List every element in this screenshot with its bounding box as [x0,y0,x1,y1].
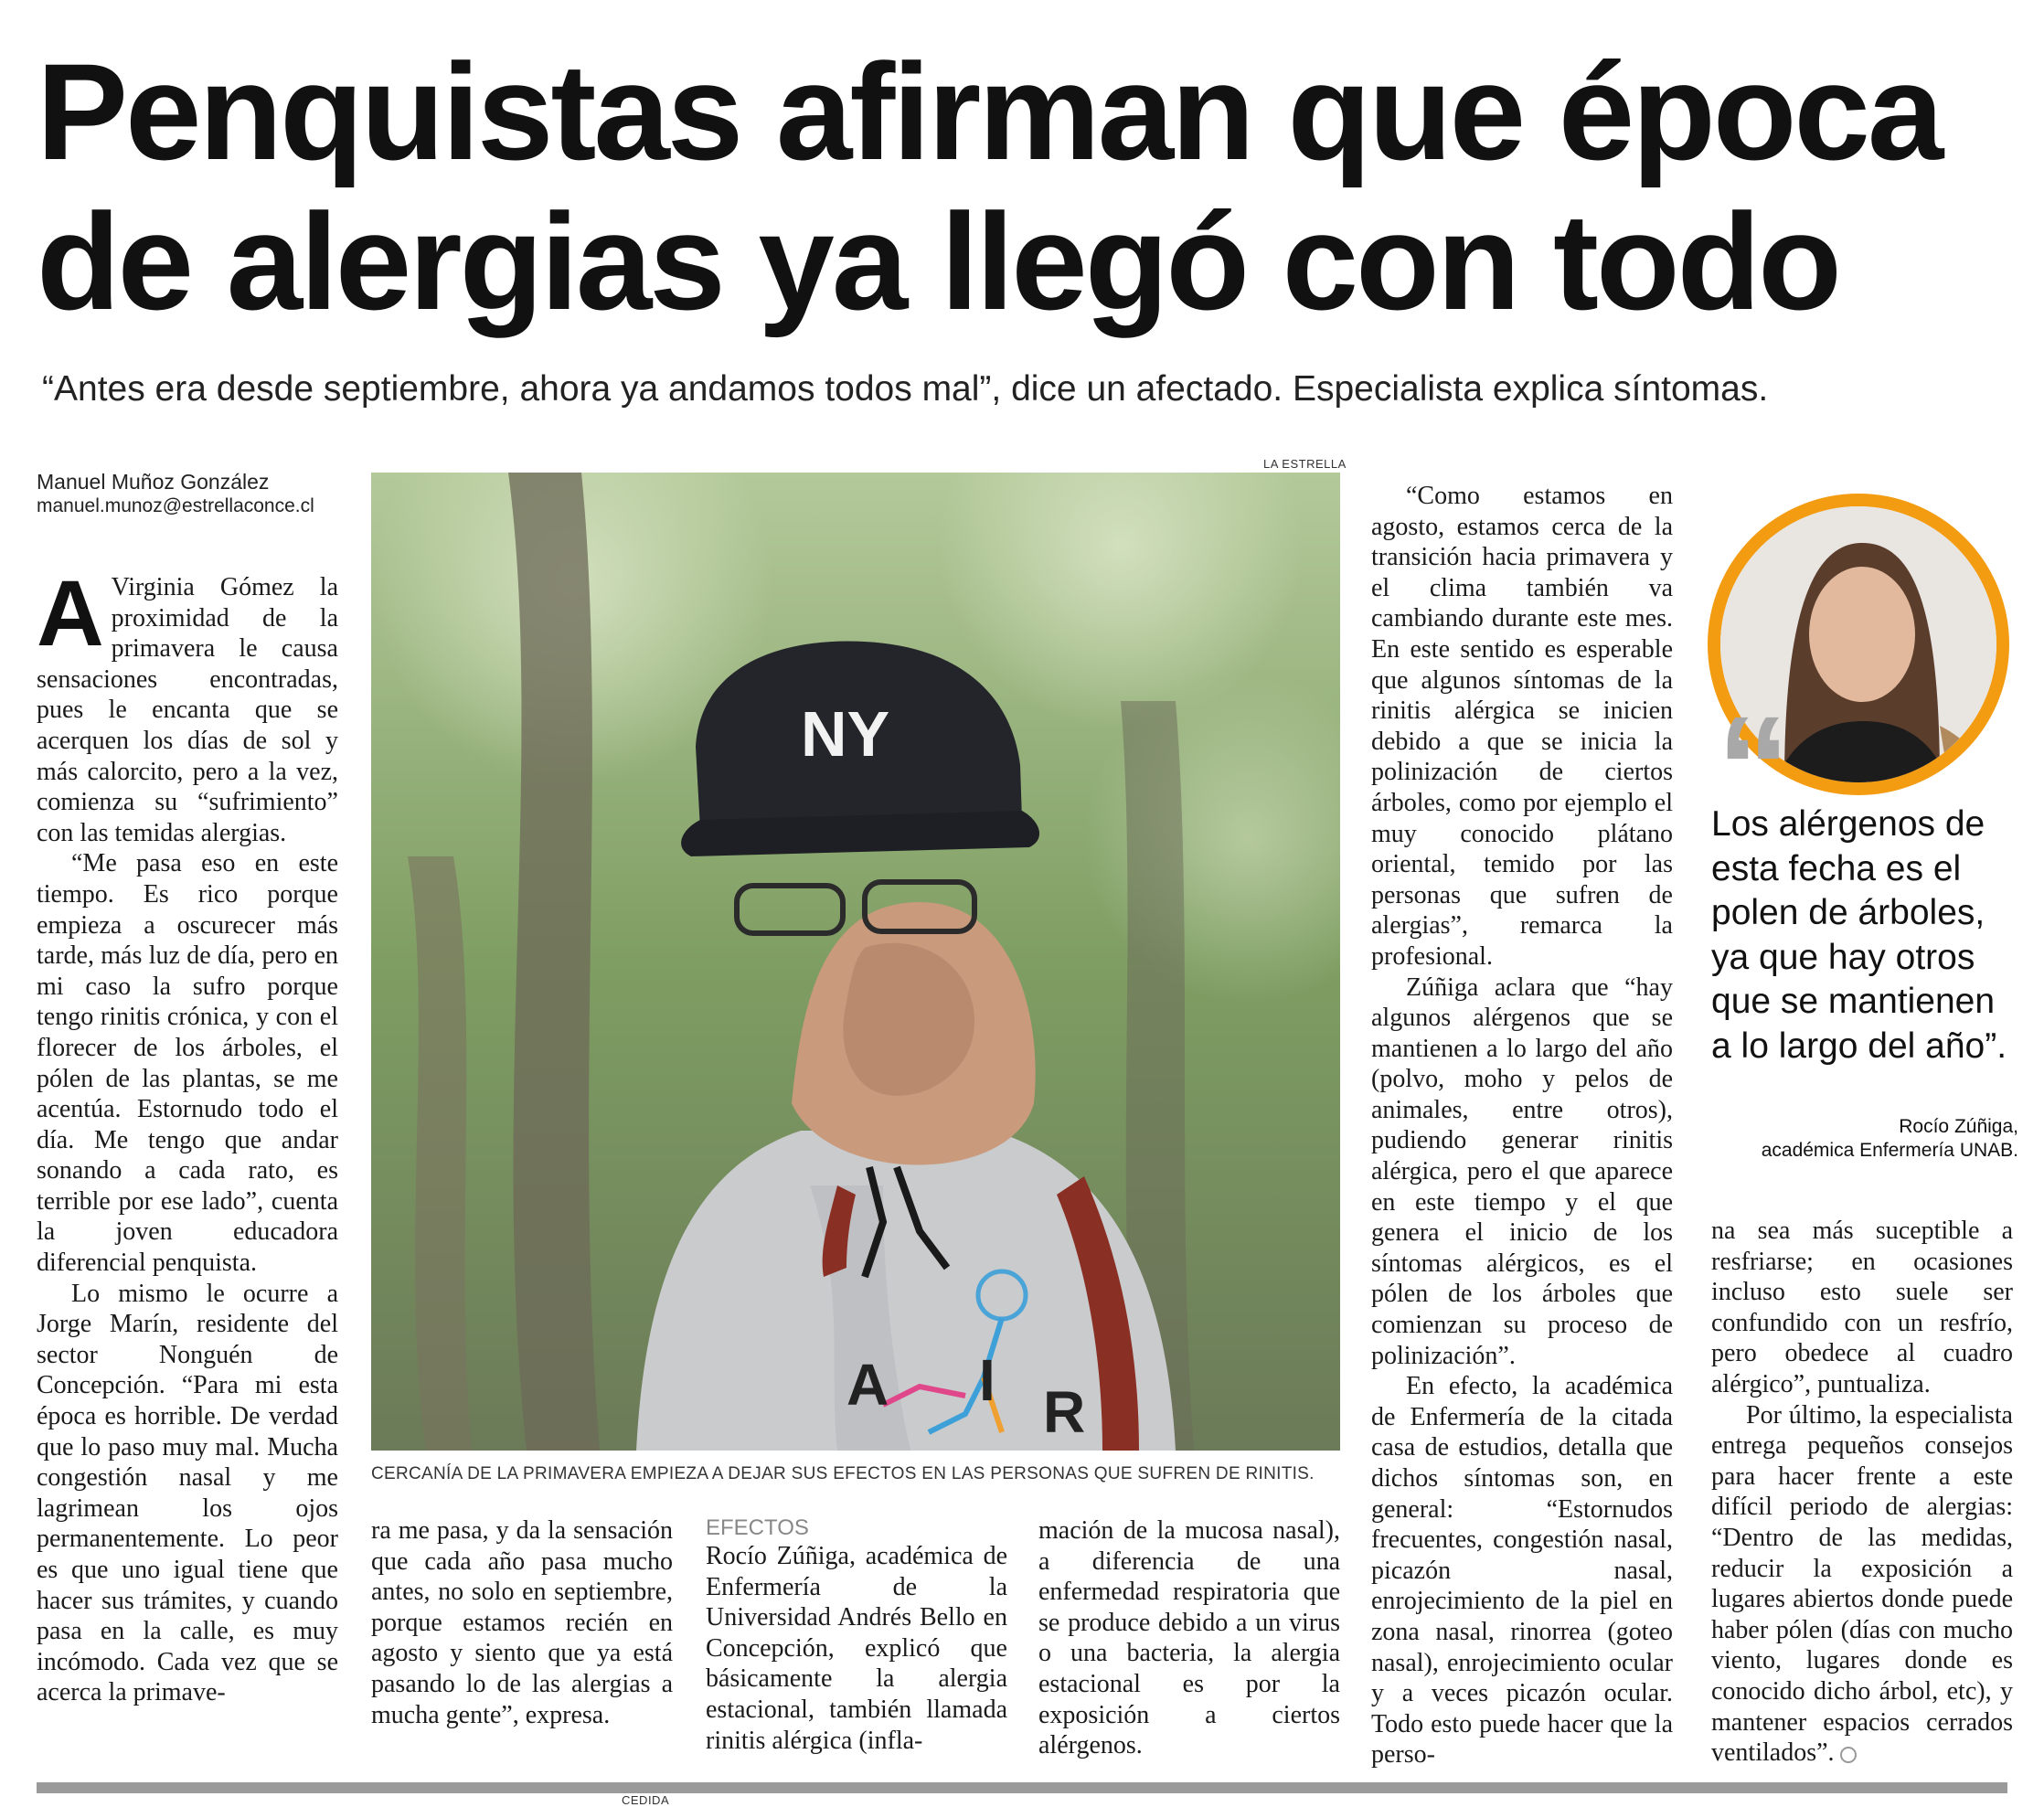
shirt-letter-i: I [979,1347,995,1413]
headline-line-2: de alergias ya llegó con todo [37,185,1839,338]
column-5 [1371,481,1673,1770]
section-subhead: EFECTOS [706,1515,809,1540]
quote-author: Rocío Zúñiga, [1899,1116,2018,1137]
headline-line-1: Penquistas afirman que época [37,35,1942,188]
column-6 [1711,1216,2013,1769]
photo-caption: CERCANÍA DE LA PRIMAVERA EMPIEZA A DEJAR SUS EFECTOS EN LAS PERSONAS QUE SUFREN DE RINITIS. [371,1464,1315,1483]
quote-mark-icon: “ [1717,686,1790,849]
column-2 [371,1515,673,1730]
paragraph: “Me pasa eso en este tiempo. Es rico porque empieza a oscurecer más tarde, más luz de día, pero en mi caso la sufro porque tengo rinitis crónica, y con el florecer de los árboles, el pólen de las plantas, se me acentúa. Estornudo todo el día. Me tengo que andar sonando a cada rato, es terrible por ese lado”, cuenta la joven educadora diferencial penquista. [37,849,338,1278]
portrait-credit: CEDIDA [622,1793,670,1807]
photo-credit: LA ESTRELLA [1263,457,1347,471]
shirt-letter-r: R [1043,1379,1086,1445]
paragraph: Lo mismo le ocurre a Jorge Marín, residente del sector Nonguén de Concepción. “Para mi esta época es horrible. De verdad que lo paso muy mal. Mucha congestión nasal y me lagrimean los ojos permanentemente. Lo peor es que uno igual tiene que hacer sus trámites, y cuando pasa en la calle, es muy incómodo. Cada vez que se acerca la primave- [37,1279,338,1707]
bottom-rule [37,1782,2007,1793]
paragraph: En efecto, la académica de Enfermería de la citada casa de estudios, detalla que dichos síntomas son, en general: “Estornudos frecuentes, congestión nasal, picazón nasal, enrojecimiento de la piel en zona nasal, rinorrea (goteo nasal), enrojecimiento ocular y a veces picazón ocular. Todo esto puede hacer que la perso- [1371,1372,1673,1770]
column-1 [37,561,338,1708]
column-3 [706,1515,1007,1756]
shirt-letter-a: A [846,1352,889,1418]
drop-cap: A [37,561,104,665]
author-name: Manuel Muñoz González [37,470,270,494]
cap-logo-text: NY [801,698,890,770]
paragraph: Rocío Zúñiga, académica de Enfermería de la Universidad Andrés Bello en Concepción, explicó que básicamente la alergia estacional, también llamada rinitis alérgica (infla- [706,1542,1007,1755]
main-photo [371,473,1340,1451]
paragraph: na sea más suceptible a resfriarse; en ocasiones incluso esto suele ser confundido con un resfrío, pero obedece al cuadro alérgico”, puntualiza. [1711,1217,2013,1398]
paragraph-text: Por último, la especialista entrega pequeños consejos para hacer frente a este difícil periodo de alergias: “Dentro de las medidas, reducir la exposición a lugares abiertos donde puede haber pólen (días con mucho viento, lugares donde es conocido dicho árbol, etc), y mantener espacios cerrados ventilados”. [1711,1400,2013,1768]
author-email[interactable]: manuel.munoz@estrellaconce.cl [37,495,314,516]
paragraph: “Como estamos en agosto, estamos cerca de la transición hacia primavera y el clima también va cambiando durante este mes. En este sentido es esperable que algunos síntomas de la rinitis alérgica se inicien debido a que se inicia la polinización de ciertos árboles, como por ejemplo el muy conocido plátano oriental, temido por las personas que sufren de alergias”, remarca la profesional. [1371,482,1673,971]
paragraph: Zúñiga aclara que “hay algunos alérgenos que se mantienen a lo largo del año (polvo, moho y pelos de animales, entre otros), pudiendo generar rinitis alérgica, pero el que aparece en este tiempo y el que genera el inicio de los síntomas alérgicos, es el pólen de los árboles que comienzan su proceso de polinización”. [1371,973,1673,1370]
paragraph [1711,1400,2013,1769]
headline [37,37,2029,336]
photo-illustration [371,473,1340,1451]
column-4 [1038,1515,1340,1761]
quote-author-role: académica Enfermería UNAB. [1761,1140,2018,1161]
paragraph: mación de la mucosa nasal), a diferencia de una enfermedad respiratoria que se produce debido a un virus o una bacteria, la alergia estacional es por la exposición a ciertos alérgenos. [1038,1516,1340,1760]
paragraph: Virginia Gómez la proximidad de la primavera le causa sensaciones encontradas, pues le encanta que se acerquen los días de sol y más calorcito, pero a la vez, comienza su “sufrimiento” con las temidas alergias. [37,573,338,847]
deck: “Antes era desde septiembre, ahora ya andamos todos mal”, dice un afectado. Especialista explica síntomas. [42,369,1769,409]
pull-quote: Los alérgenos de esta fecha es el polen de árboles, ya que hay otros que se mantienen a lo largo del año”. [1711,804,2007,1066]
paragraph: ra me pasa, y da la sensación que cada año pasa mucho antes, no solo en septiembre, porque estamos recién en agosto y siento que ya está pasando lo de las alergias a mucha gente”, expresa. [371,1516,673,1729]
quote-attribution [1645,1115,2018,1163]
end-mark-icon [1840,1747,1857,1763]
